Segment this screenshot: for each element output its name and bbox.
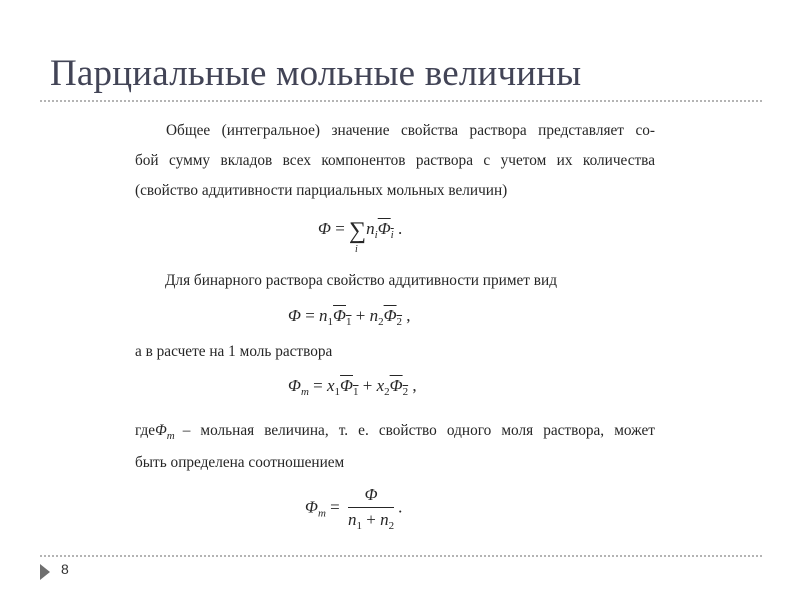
paragraph-line: быть определена соотношением: [135, 454, 345, 471]
paragraph-line: а в расчете на 1 моль раствора: [135, 343, 333, 360]
text-segment: – мольная величина, т. е. свойство одного моля раствора, может: [182, 422, 655, 439]
paragraph-line: Общее (интегральное) значение свойства раствора представляет со-: [166, 122, 655, 139]
slide-title: Парциальные мольные величины: [50, 53, 582, 94]
paragraph-line: [135, 422, 655, 442]
formula-molar: $\Phi_m = x_1\Phi_1 + x_2\Phi_2$ ,: [288, 376, 417, 398]
formula-sum: Φ = ∑ i $n_i\Phi_i$ .: [318, 218, 403, 255]
formula-fraction: $\Phi_m$ = $\frac{\Phi}{n_1 + n_2}$ .: [305, 485, 403, 532]
footer-divider: [40, 555, 762, 557]
paragraph-line: (свойство аддитивности парциальных мольных величин): [135, 182, 508, 199]
title-divider: [40, 100, 762, 102]
paragraph-line: бой сумму вкладов всех компонентов раствора с учетом их количества: [135, 152, 655, 169]
paragraph-line: Для бинарного раствора свойство аддитивности примет вид: [165, 272, 557, 289]
page-number: 8: [61, 561, 69, 577]
symbol-phi-m: $\Phi_m$: [155, 422, 175, 442]
formula-binary: $\Phi = n_1\Phi_1 + n_2\Phi_2$ ,: [288, 306, 411, 328]
triangle-bullet-icon: [40, 564, 50, 580]
text-segment: где: [135, 422, 156, 439]
